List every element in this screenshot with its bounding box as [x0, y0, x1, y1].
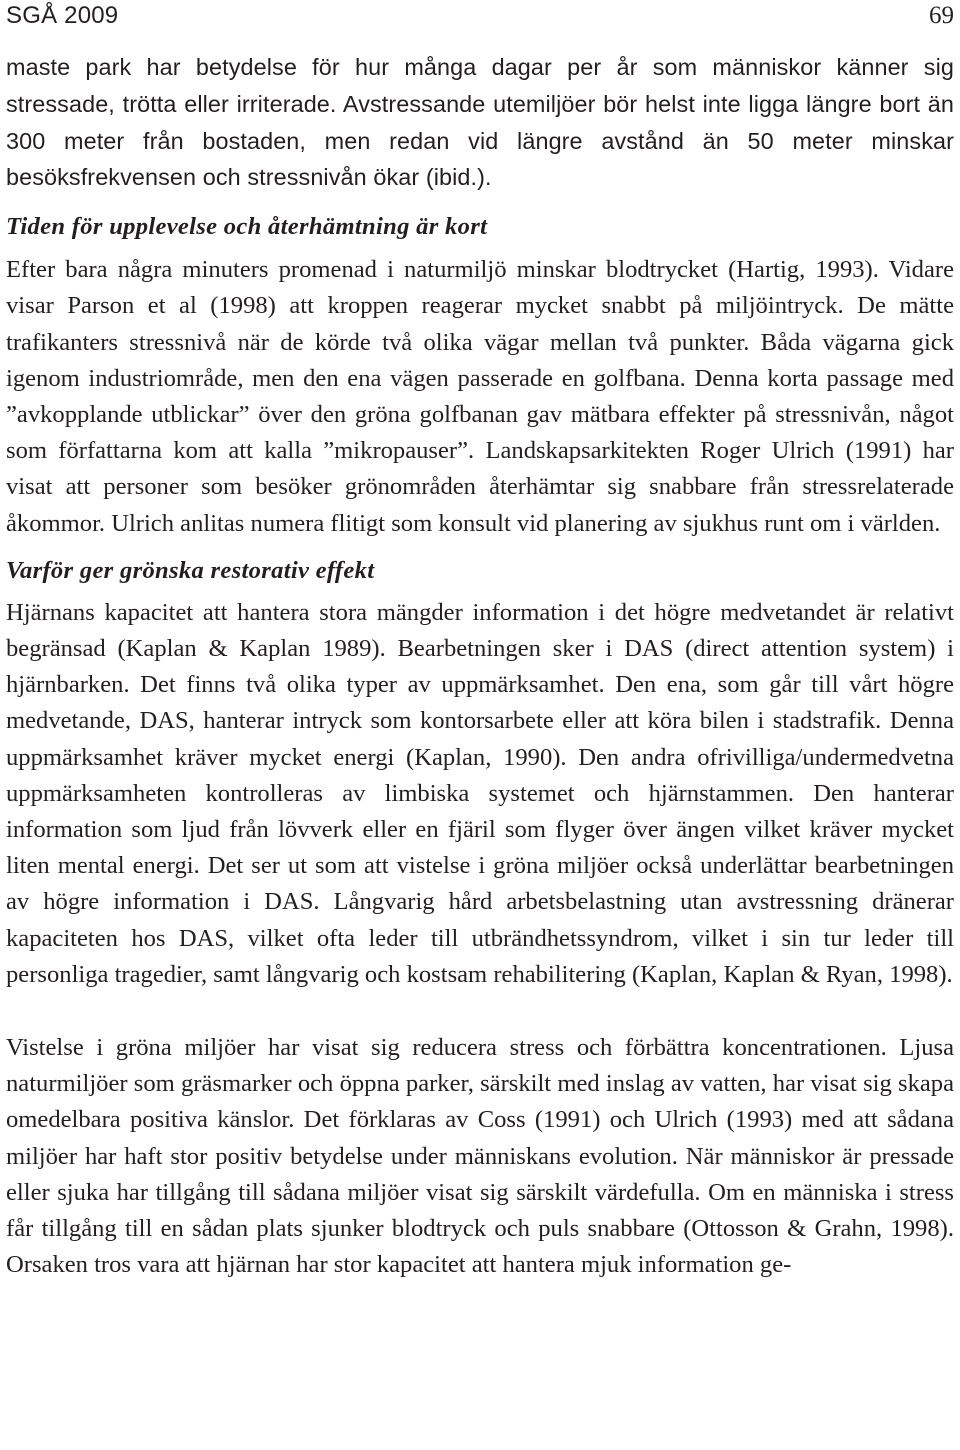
page-content — [6, 49, 954, 1283]
paragraph-recovery-time: Efter bara några minuters promenad i naturmiljö minskar blodtrycket (Hartig, 1993). Vidare visar Parson et al (1998) att kroppen reagerar mycket snabbt på miljöintryck. De mätte trafikanters stressnivå när de körde två olika vägar mellan två punkter. Båda vägarna gick igenom industriområde, men den ena vägen passerade en golfbana. Denna korta passage med ”avkopplande utblickar” över den gröna golfbanan gav mätbara effekter på stressnivån, något som författarna kom att kalla ”mikropauser”. Landskapsarkitekten Roger Ulrich (1991) har visat att personer som besöker grönområden återhämtar sig snabbare från stressrelaterade åkommor. Ulrich anlitas numera flitigt som konsult vid planering av sjukhus runt om i världen. — [6, 256, 954, 537]
section-heading-restorative-effect: Varför ger grönska restorativ effekt — [6, 556, 375, 584]
intro-paragraph: maste park har betydelse för hur många dagar per år som människor känner sig stressade, trötta eller irriterade. Avstressande utemiljöer bör helst inte ligga längre bort än 300 meter från bostaden, men redan vid längre avstånd än 50 meter minskar besöksfrekvensen och stressnivån ökar (ibid.). — [6, 54, 954, 191]
section-heading-recovery-time: Tiden för upplevelse och återhämtning är kort — [6, 213, 488, 241]
running-head: SGÅ 2009 — [6, 2, 119, 29]
page-number: 69 — [929, 2, 954, 29]
page-header — [6, 0, 954, 34]
paragraph-attention-capacity: Hjärnans kapacitet att hantera stora mängder information i det högre medvetandet är relativt begränsad (Kaplan & Kaplan 1989). Bearbetningen sker i DAS (direct attention system) i hjärnbarken. Det finns två olika typer av uppmärksamhet. Den ena, som går till vårt högre medvetande, DAS, hanterar intryck som kontorsarbete eller att köra bilen i stadstrafik. Denna uppmärksamhet kräver mycket energi (Kaplan, 1990). Den andra ofrivilliga/undermedvetna uppmärksamheten kontrolleras av limbiska systemet och hjärnstammen. Den hanterar information som ljud från lövverk eller en fjäril som flyger över ängen vilket kräver mycket liten mental energi. Det ser ut som att vistelse i gröna miljöer också underlättar bearbetningen av högre information i DAS. Långvarig hård arbetsbelastning utan avstressning dränerar kapaciteten hos DAS, vilket ofta leder till utbrändhetssyndrom, vilket i sin tur leder till personliga tragedier, samt långvarig och kostsam rehabilitering (Kaplan, Kaplan & Ryan, 1998). — [6, 598, 954, 988]
paragraph-green-environments: Vistelse i gröna miljöer har visat sig reducera stress och förbättra koncentrationen. Ljusa naturmiljöer som gräsmarker och öppna parker, särskilt med inslag av vatten, har visat sig skapa omedelbara positiva känslor. Det förklaras av Coss (1991) och Ulrich (1993) med att sådana miljöer har haft stor positiv betydelse under människans evolution. När människor är pressade eller sjuka har tillgång till sådana miljöer visat sig särskilt värdefulla. Om en människa i stress får tillgång till en sådan plats sjunker blodtryck och puls snabbare (Ottosson & Grahn, 1998). Orsaken tros vara att hjärnan har stor kapacitet att hantera mjuk information ge- — [6, 1034, 954, 1279]
